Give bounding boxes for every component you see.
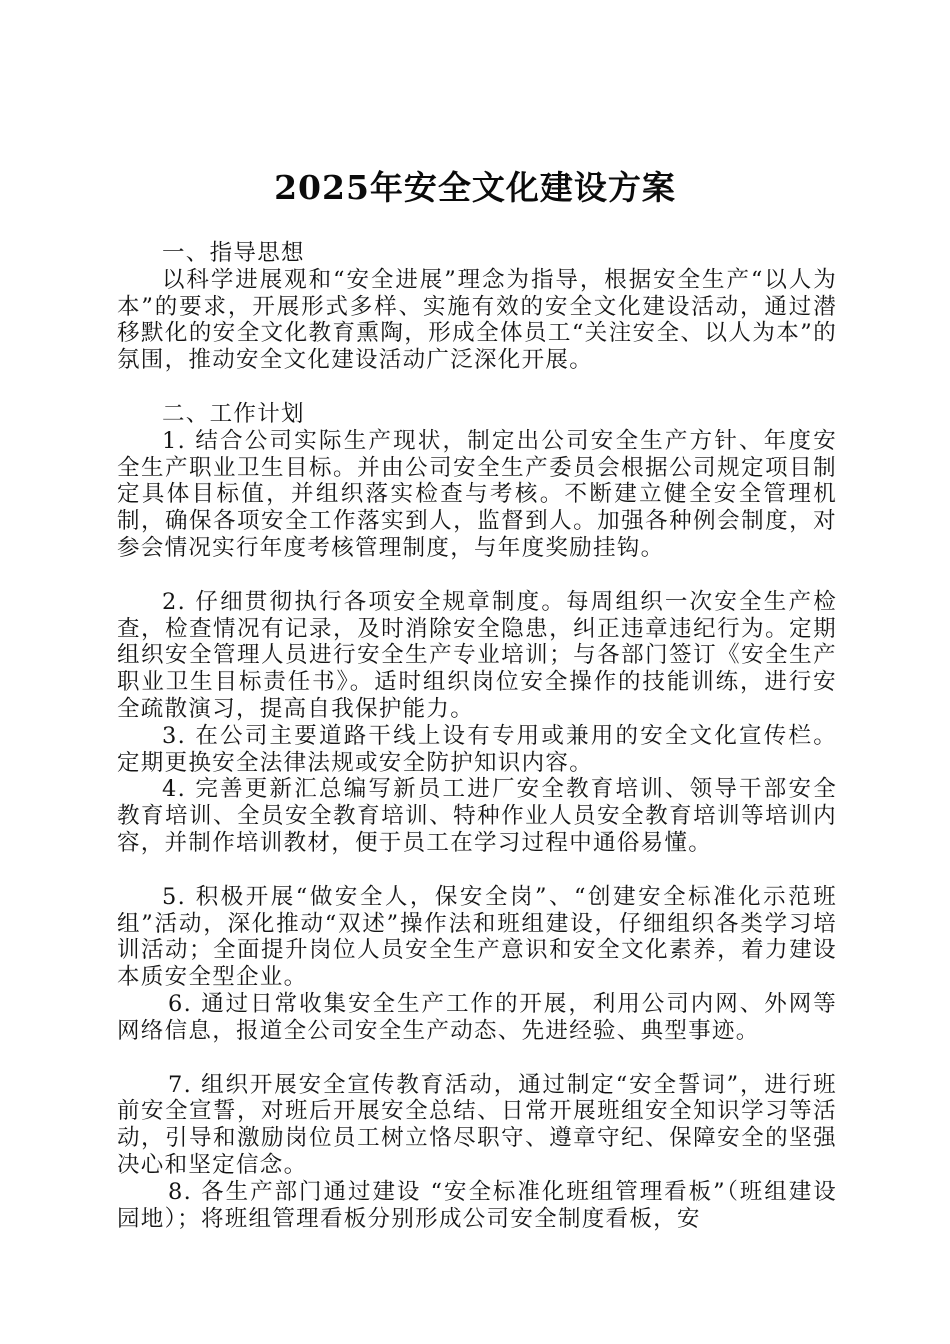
paragraph-plan-item-3: 3. 在公司主要道路干线上设有专用或兼用的安全文化宣传栏。定期更换安全法律法规或安全防护知识内容。: [117, 722, 837, 776]
paragraph-plan-item-5: 5. 积极开展“做安全人，保安全岗”、“创建安全标准化示范班组”活动，深化推动“双述”操作法和班组建设，仔细组织各类学习培训活动；全面提升岗位人员安全生产意识和安全文化素养，着力建设本质安全型企业。: [117, 883, 837, 991]
spacer: [117, 562, 837, 589]
section-heading-work-plan: 二、工作计划: [162, 400, 305, 427]
paragraph-plan-item-4: 4. 完善更新汇总编写新员工进厂安全教育培训、领导干部安全教育培训、全员安全教育培训、特种作业人员安全教育培训等培训内容，并制作培训教材，便于员工在学习过程中通俗易懂。: [117, 776, 837, 856]
spacer: [117, 374, 837, 401]
paragraph-plan-item-1: 1. 结合公司实际生产现状，制定出公司安全生产方针、年度安全生产职业卫生目标。并由公司安全生产委员会根据公司规定项目制定具体目标值，并组织落实检查与考核。不断建立健全安全管理机制，确保各项安全工作落实到人，监督到人。加强各种例会制度，对参会情况实行年度考核管理制度，与年度奖励挂钩。: [117, 427, 837, 561]
document-body: [117, 240, 837, 1232]
paragraph-plan-item-2: 2. 仔细贯彻执行各项安全规章制度。每周组织一次安全生产检查，检查情况有记录，及时消除安全隐患，纠正违章违纪行为。定期组织安全管理人员进行安全生产专业培训；与各部门签订《安全生产职业卫生目标责任书》。适时组织岗位安全操作的技能训练，进行安全疏散演习，提高自我保护能力。: [117, 588, 837, 722]
document-title: 2025年安全文化建设方案: [274, 168, 676, 207]
paragraph-plan-item-6: 6. 通过日常收集安全生产工作的开展，利用公司内网、外网等网络信息，报道全公司安全生产动态、先进经验、典型事迹。: [117, 990, 837, 1044]
paragraph-plan-item-8: 8. 各生产部门通过建设 “安全标准化班组管理看板”（班组建设园地）；将班组管理看板分别形成公司安全制度看板，安: [117, 1178, 837, 1232]
paragraph-plan-item-7: 7. 组织开展安全宣传教育活动，通过制定“安全誓词”，进行班前安全宣誓，对班后开展安全总结、日常开展班组安全知识学习等活动，引导和激励岗位员工树立恪尽职守、遵章守纪、保障安全的坚强决心和坚定信念。: [117, 1071, 837, 1178]
section-heading-guiding-ideology: 一、指导思想: [162, 240, 305, 266]
spacer: [117, 857, 837, 884]
paragraph-guiding-ideology: 以科学进展观和“安全进展”理念为指导，根据安全生产“以人为本”的要求，开展形式多样、实施有效的安全文化建设活动，通过潜移默化的安全文化教育熏陶，形成全体员工“关注安全、以人为本”的氛围，推动安全文化建设活动广泛深化开展。: [117, 266, 837, 374]
spacer: [117, 1045, 837, 1072]
